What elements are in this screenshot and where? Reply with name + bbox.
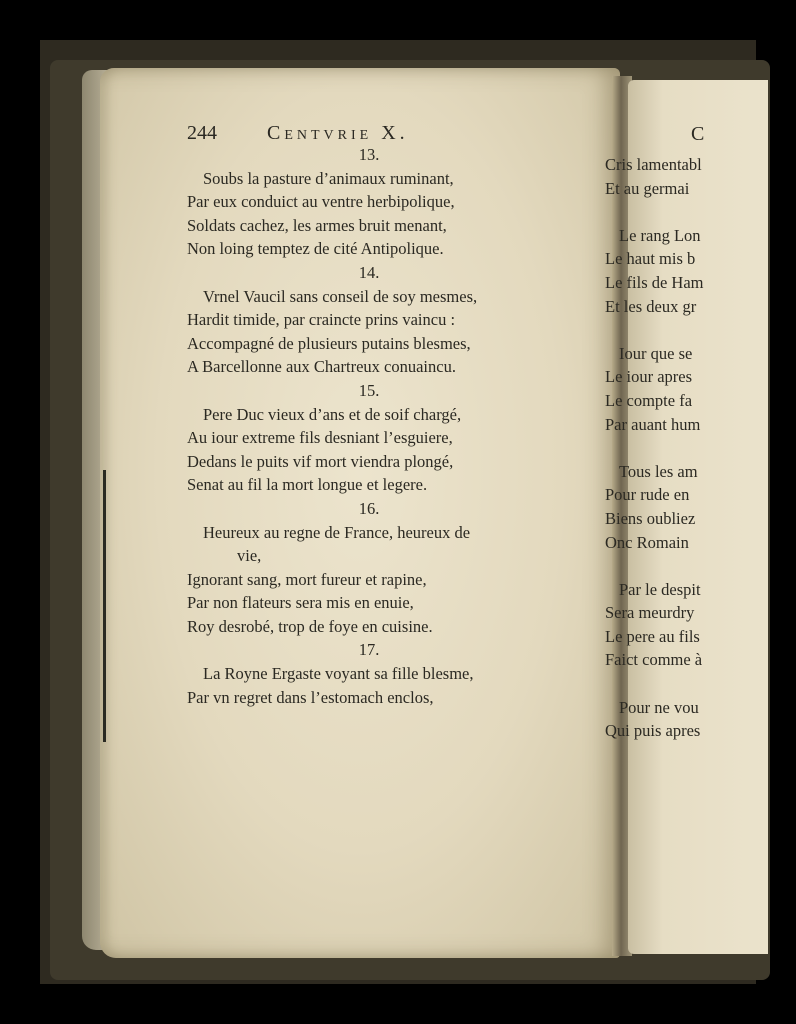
stanza-gap [605,436,725,460]
verse-line: Et au germai [605,178,690,198]
right-running-head: C [691,123,709,145]
verse-line: Au iour extreme fils desniant l’esguiere, [187,428,453,448]
running-head: Centvrie X. [267,122,409,144]
stanza-gap [605,318,725,342]
verse-line: Par eux conduict au ventre herbipolique, [187,192,455,212]
right-page-text [605,123,725,743]
verse-line: Par le despit [619,579,701,599]
verse-line: Accompagné de plusieurs putains blesmes, [187,333,471,353]
verse-line: Hardit timide, par craincte prins vaincu : [187,310,456,330]
verse-line: Le haut mis b [605,249,696,269]
verse-line: Par vn regret dans l’estomach enclos, [187,687,434,707]
verse-line: A Barcellonne aux Chartreux conuaincu. [187,357,456,377]
verse-line: Biens oubliez [605,508,696,528]
verse-line: Qui puis apres [605,721,701,741]
verse-line: Le iour apres [605,367,693,387]
quatrain-number: 17. [358,640,380,660]
quatrain-number: 14. [358,262,380,282]
verse-line: Soldats cachez, les armes bruit menant, [187,215,447,235]
verse-line: Heureux au regne de France, heureux de [203,522,471,542]
verse-line: Et les deux gr [605,296,697,316]
verse-line: Le rang Lon [619,225,701,245]
verse-line: Senat au fil la mort longue et legere. [187,475,428,495]
verse-line: Le compte fa [605,390,693,410]
stanza-gap [605,672,725,696]
verse-line: La Royne Ergaste voyant sa fille blesme, [203,664,474,684]
verse-line: Pere Duc vieux d’ans et de soif chargé, [203,404,462,424]
verse-line: Non loing temptez de cité Antipolique. [187,239,444,259]
verse-line: Sera meurdry [605,603,695,623]
verse-line: Dedans le puits vif mort viendra plongé, [187,451,454,471]
quatrain-number: 16. [358,498,380,518]
verse-line: Faict comme à [605,650,703,670]
verse-line: Pour ne vou [619,697,699,717]
verse-line: Le pere au fils [605,626,700,646]
stanza-gap [605,200,725,224]
left-page-text [187,143,567,709]
verse-line: Tous les am [619,461,698,481]
page-number: 244 [187,122,217,144]
verse-line: Cris lamentabl [605,155,702,174]
verse-line: Par non flateurs sera mis en enuie, [187,593,414,613]
verse-line: Iour que se [619,343,693,363]
quatrain-number: 15. [358,380,380,400]
verse-line: Soubs la pasture d’animaux ruminant, [203,168,454,188]
verse-line: Ignorant sang, mort fureur et rapine, [187,569,427,589]
verse-line: Vrnel Vaucil sans conseil de soy mesmes, [203,286,478,306]
verse-line: Roy desrobé, trop de foye en cuisine. [187,616,433,636]
stanza-gap [605,554,725,578]
quatrain-number: 13. [358,145,380,164]
verse-line: Pour rude en [605,485,690,505]
verse-line: Onc Romain [605,532,689,552]
verse-continuation: vie, [237,546,262,566]
margin-rule [103,470,106,742]
verse-line: Par auant hum [605,414,701,434]
verse-line: Le fils de Ham [605,272,704,292]
